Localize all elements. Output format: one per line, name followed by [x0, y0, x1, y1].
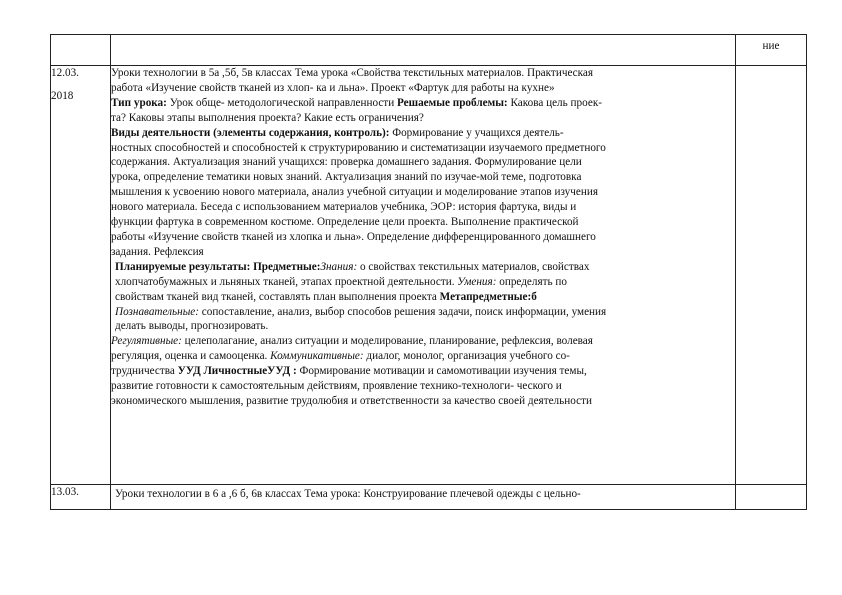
body-text: содержания. Актуализация знаний учащихся: проверка домашнего задания. Формулирование цели: [111, 156, 582, 169]
body-text: развитие готовности к самостоятельным действиям, проявление технико-технологи- ческого и: [111, 380, 562, 393]
body-text: та? Каковы этапы выполнения проекта? Какие есть ограничения?: [111, 111, 424, 124]
body-text: сопоставление, анализ, выбор способов решения задачи, поиск информации, умения: [201, 305, 607, 318]
body-text: определять по: [499, 275, 567, 288]
lesson-description-line: [111, 66, 735, 81]
lesson-description-line: [111, 81, 735, 96]
bold-heading-text: УУД ЛичностныеУУД :: [177, 365, 300, 378]
body-text: Урок обще- методологической направленности: [169, 96, 397, 109]
notes-cell: [736, 66, 807, 485]
lesson-description: [111, 66, 735, 409]
lesson-description-line: [111, 245, 735, 260]
lesson-year: 2018: [51, 89, 74, 102]
body-text: регуляция, оценка и самооценка.: [111, 350, 271, 363]
lesson-description-line: [111, 275, 735, 290]
lesson-description-line: [111, 111, 735, 126]
lesson-date: 13.03.: [51, 486, 79, 498]
body-text: диалог, монолог, организация учебного со-: [366, 350, 570, 363]
date-cell: [51, 485, 111, 510]
body-text: ностных способностей и способностей к структурированию и систематизации изучаемого предметного: [111, 141, 606, 154]
lesson-description-line: [111, 364, 735, 379]
italic-label-text: Знания:: [320, 260, 361, 273]
body-text: свойствам тканей вид тканей, составлять план выполнения проекта: [115, 290, 440, 303]
body-text: трудничества: [111, 365, 178, 378]
body-text: хлопчатобумажных и льняных тканей, этапах проектной деятельности.: [115, 275, 458, 288]
body-text: нового материала. Беседа с использованием материалов учебника, ЭОР: история фартука, виды и: [111, 201, 577, 214]
lesson-description-line: [111, 185, 735, 200]
lesson-description-line: [111, 334, 735, 349]
body-text: Формирование у учащихся деятель-: [392, 126, 564, 139]
italic-label-text: Умения:: [457, 275, 500, 288]
lesson-description-line: [111, 349, 735, 364]
lesson-description-line: [111, 215, 735, 230]
lesson-description-line: [111, 305, 735, 320]
body-text: Формирование мотивации и самомотивации изучения темы,: [299, 365, 587, 378]
table-row: [51, 66, 807, 485]
bold-heading-text: Тип урока:: [111, 96, 170, 109]
table-row: [51, 485, 807, 510]
body-text: мышления к усвоению нового материала, анализ учебной ситуации и моделирование этапов изучения: [111, 186, 598, 199]
lesson-description-line: [111, 379, 735, 394]
body-text: Какова цель проек-: [510, 96, 602, 109]
header-cell-notes: ние: [736, 35, 807, 66]
body-text: урока, определение тематики новых знаний. Актуализация знаний по изучае-мой теме, подготовка: [111, 171, 582, 184]
bold-heading-text: Виды деятельности (элементы содержания, контроль):: [111, 126, 393, 139]
body-text: задания. Рефлексия: [111, 245, 204, 258]
body-text: Уроки технологии в 5а ,5б, 5в классах Тема урока «Свойства текстильных материалов. Практическая: [111, 67, 594, 79]
italic-label-text: Коммуникативные:: [270, 350, 367, 363]
lesson-description-line: [111, 96, 735, 111]
lesson-description-line: [111, 230, 735, 245]
italic-label-text: Регулятивные:: [111, 335, 185, 348]
italic-label-text: Познавательные:: [115, 305, 202, 318]
header-cell-date: [51, 35, 111, 66]
lesson-description-line: [111, 141, 735, 156]
body-text: работа «Изучение свойств тканей из хлоп- ка и льна». Проект «Фартук для работы на кухне»: [111, 81, 555, 94]
notes-cell: [736, 485, 807, 510]
lesson-description-line: Уроки технологии в 6 а ,6 б, 6в классах Тема урока: Конструирование плечевой одежды с цельно-: [115, 488, 581, 500]
bold-heading-text: Метапредметные:б: [439, 290, 537, 303]
lesson-content-cell: [111, 485, 736, 510]
lesson-description-line: [111, 319, 735, 334]
body-text: делать выводы, прогнозировать.: [115, 320, 269, 333]
bold-heading-text: Планируемые результаты: Предметные:: [115, 260, 321, 273]
lesson-plan-table: [50, 34, 807, 510]
lesson-description-line: [111, 394, 735, 409]
lesson-date: 12.03.: [51, 67, 79, 79]
body-text: о свойствах текстильных материалов, свойствах: [360, 260, 590, 273]
body-text: экономического мышления, развитие трудолюбия и ответственности за качество своей деятельности: [111, 394, 592, 407]
lesson-description-line: [111, 170, 735, 185]
header-cell-content: [111, 35, 736, 66]
body-text: работы «Изучение свойств тканей из хлопка и льна». Определение дифференцированного домашнего: [111, 230, 596, 243]
lesson-description-line: [111, 260, 735, 275]
bold-heading-text: Решаемые проблемы:: [396, 96, 511, 109]
body-text: функции фартука в современном костюме. Определение цели проекта. Выполнение практической: [111, 216, 579, 229]
body-text: целеполагание, анализ ситуации и моделирование, планирование, рефлексия, волевая: [184, 335, 593, 348]
date-cell: [51, 66, 111, 485]
table-header-row: [51, 35, 807, 66]
lesson-description-line: [111, 126, 735, 141]
lesson-description-line: [111, 200, 735, 215]
lesson-description-line: [111, 290, 735, 305]
lesson-content-cell: [111, 66, 736, 485]
lesson-description-line: [111, 155, 735, 170]
